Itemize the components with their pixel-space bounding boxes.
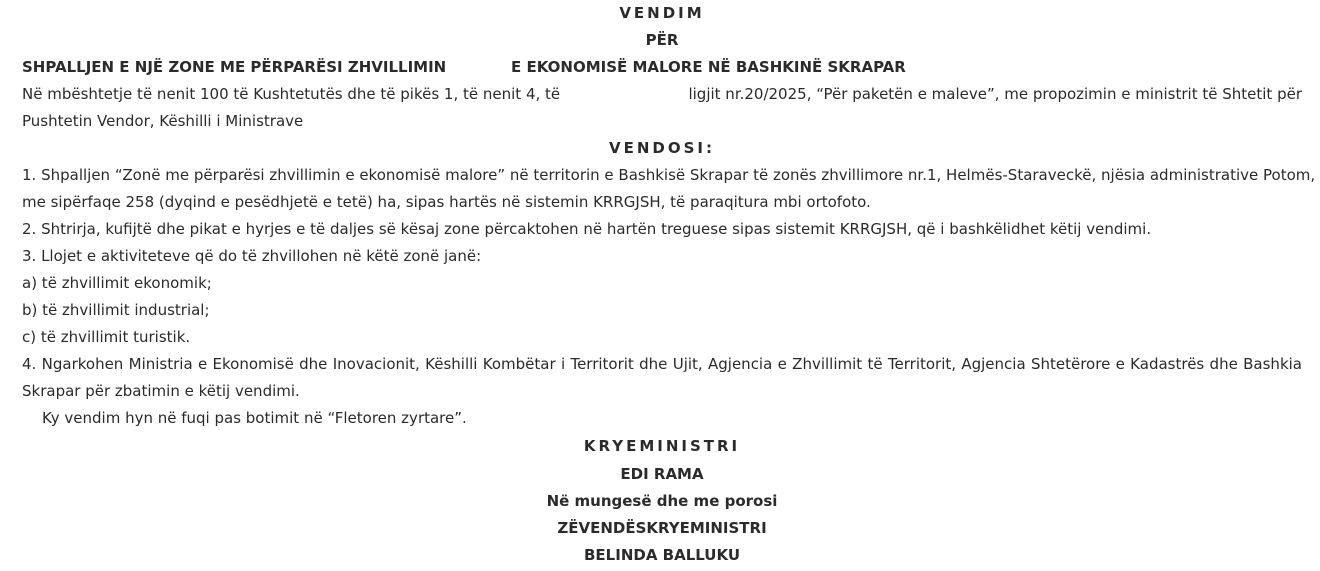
signature-name: EDI RAMA [620, 465, 704, 483]
point-3-b: b) të zhvillimit industrial; [22, 301, 210, 319]
preamble-right: ligjit nr.20/2025, “Për paketën e maleve”, me propozimin e ministrit të Shtetit për [688, 85, 1302, 103]
signature-absence: Në mungesë dhe me porosi [546, 492, 778, 510]
document-subject [22, 54, 1302, 81]
point-3-a: a) të zhvillimit ekonomik; [22, 274, 212, 292]
preamble-line-2: Pushtetin Vendor, Këshilli i Ministrave [22, 112, 304, 130]
preamble-line-1 [22, 81, 1302, 108]
point-3: 3. Llojet e aktiviteteve që do të zhvillohen në këtë zonë janë: [22, 247, 482, 265]
closing-statement: Ky vendim hyn në fuqi pas botimit në “Fletoren zyrtare”. [42, 409, 467, 427]
signature-deputy-role: ZËVENDËSKRYEMINISTRI [557, 519, 767, 537]
point-1-line-1: 1. Shpalljen “Zonë me përparësi zhvillimin e ekonomisë malore” në territorin e Bashkisë Skrapar të zonës zhvillimore nr.1, Helmës-Staraveckë, njësia administrative Potom, [22, 166, 1316, 184]
point-3-c: c) të zhvillimit turistik. [22, 328, 191, 346]
point-4-line-2: Skrapar për zbatimin e këtij vendimi. [22, 382, 300, 400]
point-4-line-1: 4. Ngarkohen Ministria e Ekonomisë dhe Inovacionit, Këshilli Kombëtar i Territorit dhe Ujit, Agjencia e Zhvillimit të Territorit, Agjencia Shtetërore e Kadastrës dhe Bashkia [22, 355, 1302, 373]
document-per: PËR [645, 31, 679, 49]
preamble-left: Në mbështetje të nenit 100 të Kushtetutës dhe të pikës 1, të nenit 4, të [22, 85, 561, 103]
document-title: VENDIM [619, 4, 705, 22]
subject-left: SHPALLJEN E NJË ZONE ME PËRPARËSI ZHVILLIMIN [22, 58, 447, 76]
decision-heading: VENDOSI: [609, 139, 715, 157]
signature-role: KRYEMINISTRI [583, 437, 741, 455]
point-1-line-2: me sipërfaqe 258 (dyqind e pesëdhjetë e tetë) ha, sipas hartës në sistemin KRRGJSH, të paraqitura mbi ortofoto. [22, 193, 871, 211]
point-2: 2. Shtrirja, kufijtë dhe pikat e hyrjes e të daljes së kësaj zone përcaktohen në hartën treguese sipas sistemit KRRGJSH, që i bashkëlidhet këtij vendimi. [22, 220, 1152, 238]
subject-right: E EKONOMISË MALORE NË BASHKINË SKRAPAR [511, 58, 906, 76]
signature-deputy-name: BELINDA BALLUKU [584, 546, 740, 564]
